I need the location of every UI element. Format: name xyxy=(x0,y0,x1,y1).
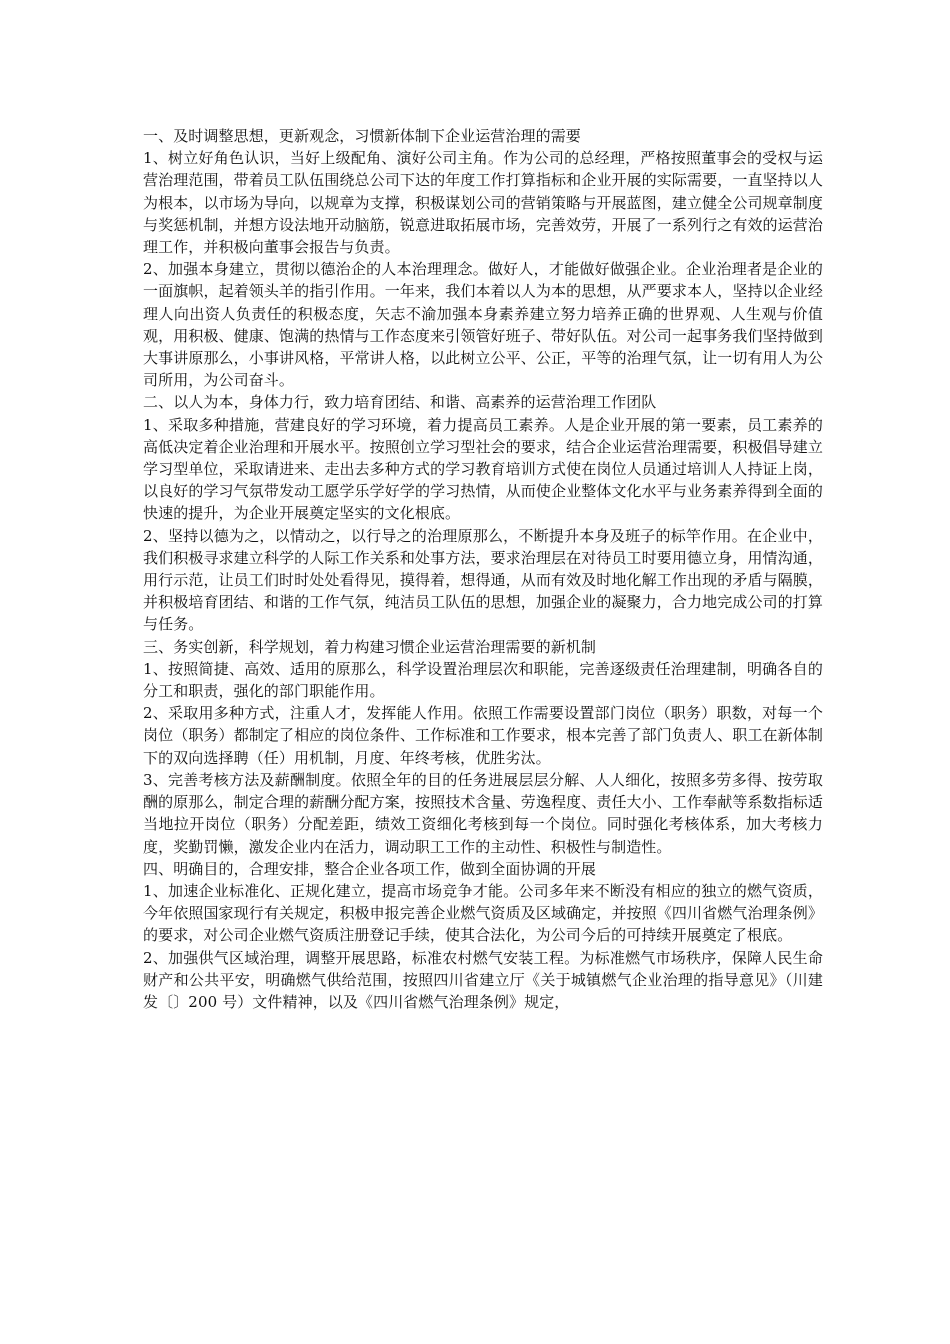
section-heading-4: 四、明确目的，合理安排，整合企业各项工作，做到全面协调的开展 xyxy=(143,859,597,878)
paragraph-3-1: 1、按照简捷、高效、适用的原那么，科学设置治理层次和职能，完善逐级责任治理建制，明确各自的分工和职责，强化的部门职能作用。 xyxy=(143,659,823,701)
paragraph-2-2: 2、坚持以德为之，以情动之，以行导之的治理原那么，不断提升本身及班子的标竿作用。在企业中，我们积极寻求建立科学的人际工作关系和处事方法，要求治理层在对待员工时要用德立身，用情沟通，用行示范，让员工们时时处处看得见，摸得着，想得通，从而有效及时地化解工作出现的矛盾与隔膜，并积极培育团结、和谐的工作气氛，纯洁员工队伍的思想，加强企业的凝聚力，合力地完成公司的打算与任务。 xyxy=(143,526,823,634)
paragraph-3-3: 3、完善考核方法及薪酬制度。依照全年的目的任务进展层层分解、人人细化，按照多劳多得、按劳取酬的原那么，制定合理的薪酬分配方案，按照技术含量、劳逸程度、责任大小、工作奉献等系数指标适当地拉开岗位（职务）分配差距，绩效工资细化考核到每一个岗位。同时强化考核体系，加大考核力度，奖勤罚懒，激发企业内在活力，调动职工工作的主动性、积极性与制造性。 xyxy=(143,770,823,856)
paragraph-2-1: 1、采取多种措施，营建良好的学习环境，着力提高员工素养。人是企业开展的第一要素，员工素养的高低决定着企业治理和开展水平。按照创立学习型社会的要求，结合企业运营治理需要，积极倡导建立学习型单位，采取请进来、走出去多种方式的学习教育培训方式使在岗位人员通过培训人人持证上岗，以良好的学习气氛带发动工愿学乐学好学的学习热情，从而使企业整体文化水平与业务素养得到全面的快速的提升，为企业开展奠定坚实的文化根底。 xyxy=(143,415,823,523)
section-heading-2: 二、以人为本，身体力行，致力培育团结、和谐、高素养的运营治理工作团队 xyxy=(143,393,657,412)
section-heading-3: 三、务实创新，科学规划，着力构建习惯企业运营治理需要的新机制 xyxy=(143,637,597,656)
paragraph-4-1: 1、加速企业标准化、正规化建立，提高市场竞争才能。公司多年来不断没有相应的独立的燃气资质，今年依照国家现行有关规定，积极申报完善企业燃气资质及区域确定，并按照《四川省燃气治理条例》的要求，对公司企业燃气资质注册登记手续，使其合法化，为公司今后的可持续开展奠定了根底。 xyxy=(143,881,823,945)
document-body xyxy=(143,125,823,1013)
paragraph-1-1: 1、树立好角色认识，当好上级配角、演好公司主角。作为公司的总经理，严格按照董事会的受权与运营治理范围，带着员工队伍围绕总公司下达的年度工作打算指标和企业开展的实际需要，一直坚持以人为根本，以市场为导向，以规章为支撑，积极谋划公司的营销策略与开展蓝图，建立健全公司规章制度与奖惩机制，并想方设法地开动脑筋，锐意进取拓展市场，完善效劳，开展了一系列行之有效的运营治理工作，并积极向董事会报告与负责。 xyxy=(143,149,823,257)
section-heading-1: 一、及时调整思想，更新观念，习惯新体制下企业运营治理的需要 xyxy=(143,127,581,145)
paragraph-1-2: 2、加强本身建立，贯彻以德治企的人本治理理念。做好人，才能做好做强企业。企业治理者是企业的一面旗帜，起着领头羊的指引作用。一年来，我们本着以人为本的思想，从严要求本人，坚持以企业经理人向出资人负责任的积极态度，矢志不渝加强本身素养建立努力培养正确的世界观、人生观与价值观，用积极、健康、饱满的热情与工作态度来引领管好班子、带好队伍。对公司一起事务我们坚持做到大事讲原那么，小事讲风格，平常讲人格，以此树立公平、公正，平等的治理气氛，让一切有用人为公司所用，为公司奋斗。 xyxy=(143,260,823,390)
paragraph-4-2: 2、加强供气区域治理，调整开展思路，标准农村燃气安装工程。为标准燃气市场秩序，保障人民生命财产和公共平安，明确燃气供给范围，按照四川省建立厅《关于城镇燃气企业治理的指导意见》（川建发〔〕200 号）文件精神，以及《四川省燃气治理条例》规定， xyxy=(143,948,823,1011)
paragraph-3-2: 2、采取用多种方式，注重人才，发挥能人作用。依照工作需要设置部门岗位（职务）职数，对每一个岗位（职务）都制定了相应的岗位条件、工作标准和工作要求，根本完善了部门负责人、职工在新体制下的双向选择聘（任）用机制，月度、年终考核，优胜劣汰。 xyxy=(143,704,823,767)
